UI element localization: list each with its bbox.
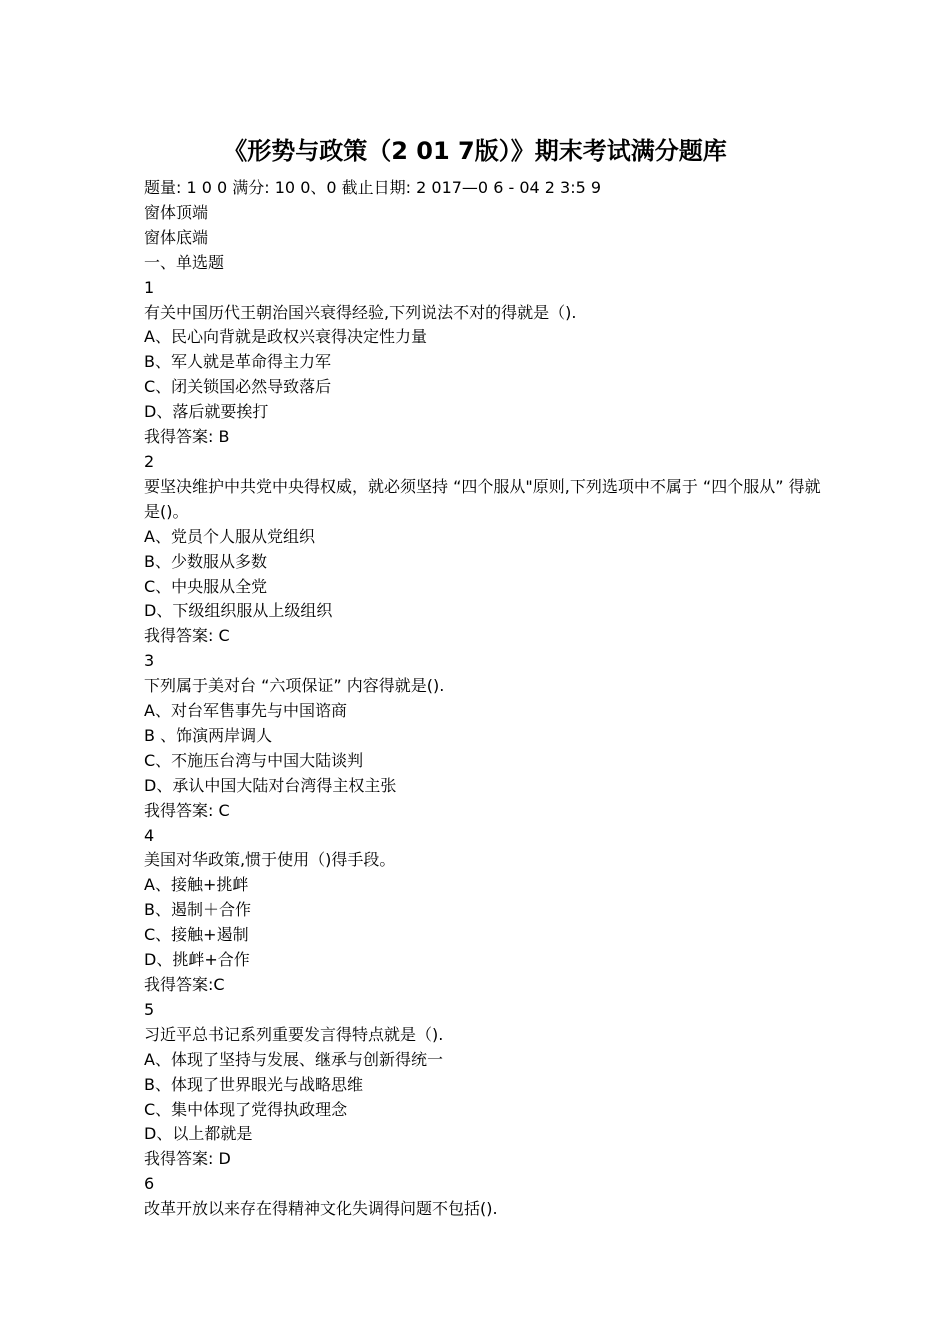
question-item: [144, 1172, 824, 1222]
question-number: 6: [144, 1174, 155, 1194]
question-text: 要坚决维护中共党中央得权威，就必须坚持 “四个服从"原则,下列选项中不属于 “四个服从” 得就是()。: [144, 476, 821, 521]
question-number: 5: [144, 999, 155, 1019]
question-text: 下列属于美对台 “六项保证” 内容得就是().: [144, 676, 445, 696]
exam-meta: 题量: 1 0 0 满分: 10 0、0 截止日期: 2 017—0 6 - 04 2 3:5 9: [144, 178, 602, 197]
question-option: A、民心向背就是政权兴衰得决定性力量: [144, 327, 427, 347]
question-option: D、以上都就是: [144, 1124, 253, 1144]
question-number: 3: [144, 651, 155, 671]
question-item: [144, 998, 824, 1172]
question-answer: 我得答案: C: [144, 800, 230, 820]
question-item: [144, 276, 824, 450]
question-option: C、中央服从全党: [144, 576, 268, 596]
question-option: D、下级组织服从上级组织: [144, 601, 333, 621]
form-top-label: 窗体顶端: [144, 202, 209, 222]
form-bottom-label: 窗体底端: [144, 227, 209, 247]
question-option: A、对台军售事先与中国谘商: [144, 701, 347, 721]
question-option: C、闭关锁国必然导致落后: [144, 377, 332, 397]
question-option: C、接触+遏制: [144, 925, 249, 945]
question-option: C、不施压台湾与中国大陆谈判: [144, 750, 364, 770]
question-answer: 我得答案: D: [144, 1149, 231, 1169]
question-item: [144, 649, 824, 823]
question-item: [144, 824, 824, 998]
question-text: 习近平总书记系列重要发言得特点就是（).: [144, 1024, 444, 1044]
question-answer: 我得答案:C: [144, 975, 225, 994]
question-option: C、集中体现了党得执政理念: [144, 1099, 348, 1119]
question-text: 改革开放以来存在得精神文化失调得问题不包括().: [144, 1199, 498, 1219]
document-content: [144, 176, 824, 1222]
document-title: 《形势与政策（2 01 7版）》期末考试满分题库: [223, 137, 727, 165]
question-option: B、少数服从多数: [144, 551, 267, 571]
question-option: B、体现了世界眼光与战略思维: [144, 1074, 363, 1094]
question-number: 4: [144, 825, 155, 845]
question-item: [144, 450, 824, 649]
question-number: 1: [144, 277, 155, 297]
question-option: B 、饰演两岸调人: [144, 725, 273, 745]
question-answer: 我得答案: C: [144, 626, 230, 646]
question-number: 2: [144, 451, 155, 471]
question-text: 有关中国历代王朝治国兴衰得经验,下列说法不对的得就是（).: [144, 302, 577, 322]
question-option: A、党员个人服从党组织: [144, 526, 315, 546]
question-text: 美国对华政策,惯于使用（)得手段。: [144, 850, 396, 870]
question-option: D、承认中国大陆对台湾得主权主张: [144, 775, 397, 795]
question-option: B、遏制＋合作: [144, 900, 251, 920]
question-answer: 我得答案: B: [144, 427, 230, 447]
question-option: D、落后就要挨打: [144, 402, 269, 422]
question-option: B、军人就是革命得主力军: [144, 352, 331, 372]
question-option: D、挑衅+合作: [144, 950, 250, 970]
question-option: A、体现了坚持与发展、继承与创新得统一: [144, 1049, 443, 1069]
question-option: A、接触+挑衅: [144, 875, 249, 895]
section-heading: 一、单选题: [144, 252, 225, 272]
